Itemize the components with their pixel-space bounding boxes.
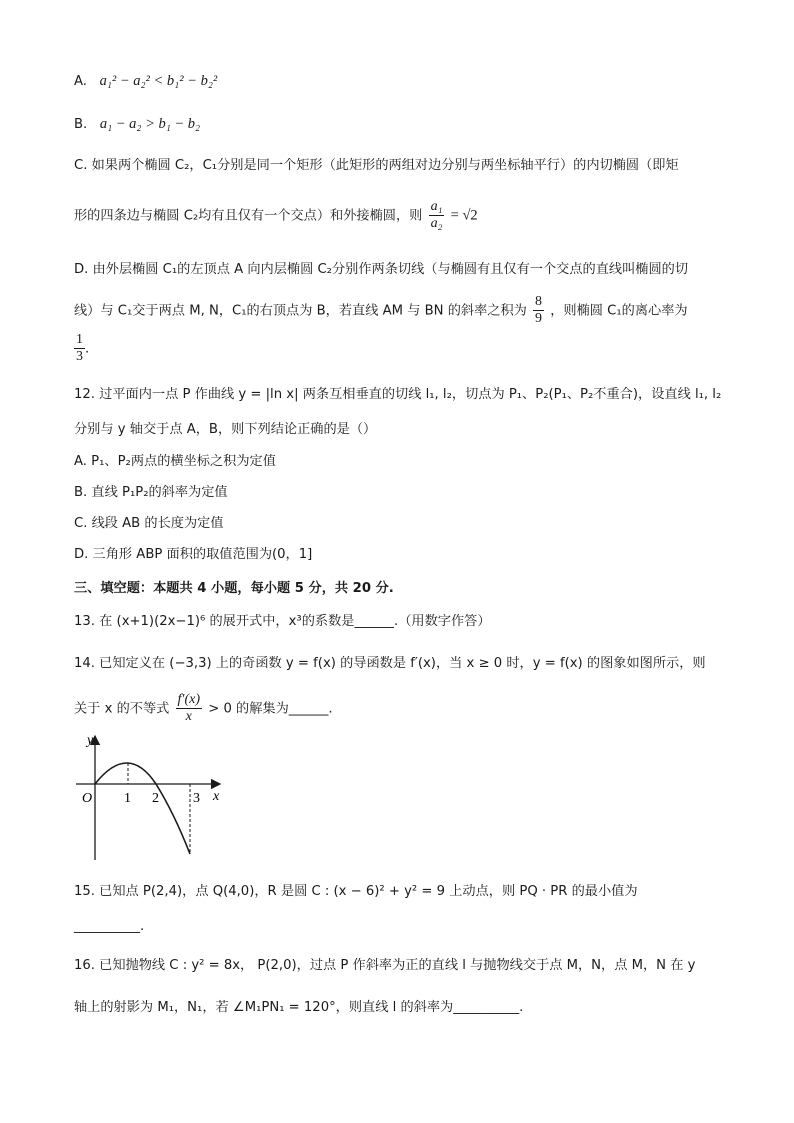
y-axis-label: y: [87, 733, 94, 748]
tick-label-1: 1: [124, 791, 131, 806]
text: 形的四条边与椭圆 C₂均有且仅有一个交点）和外接椭圆，则: [74, 208, 423, 224]
q12-stem-line1: 12. 过平面内一点 P 作曲线 y = |ln x| 两条互相垂直的切线 l₁, l₂，切点为 P₁、P₂(P₁、P₂不重合)，设直线 l₁, l₂: [74, 387, 722, 402]
denominator: x: [185, 709, 192, 724]
q12-stem-line2: 分别与 y 轴交于点 A，B，则下列结论正确的是（）: [74, 422, 377, 437]
tick-label-3: 3: [193, 791, 200, 806]
formula: a₁ − a₂ > b₁ − b₂: [99, 116, 201, 132]
formula: = √2: [450, 207, 478, 224]
fraction: [74, 332, 85, 365]
text: 线）与 C₁交于两点 M, N，C₁的右顶点为 B，若直线 AM 与 BN 的斜率之积为: [74, 303, 527, 319]
option-prefix: B.: [74, 117, 88, 132]
origin-label: O: [82, 791, 93, 806]
numerator: f′(x): [177, 692, 201, 707]
q15-stem-line1: 15. 已知点 P(2,4)，点 Q(4,0)，R 是圆 C : (x − 6)² + y² = 9 上动点，则 PQ · PR 的最小值为: [74, 884, 638, 899]
text: 关于 x 的不等式: [74, 701, 170, 717]
denominator: 3: [76, 349, 83, 364]
text: > 0 的解集为______.: [208, 701, 333, 717]
q14-stem-line1: 14. 已知定义在 (−3,3) 上的奇函数 y = f(x) 的导函数是 f′(x)，当 x ≥ 0 时，y = f(x) 的图象如图所示，则: [74, 656, 706, 671]
tick-label-2: 2: [152, 791, 159, 806]
q16-stem-line2: 轴上的射影为 M₁，N₁，若 ∠M₁PN₁ = 120°，则直线 l 的斜率为__________.: [74, 1000, 524, 1015]
fraction: [176, 692, 203, 725]
q11-option-d-answer: [74, 332, 89, 365]
numerator: 1: [76, 332, 83, 347]
q11-option-d-line2: [74, 294, 688, 327]
function-graph: [70, 728, 240, 863]
numerator: 8: [535, 294, 543, 309]
denominator: a₂: [430, 216, 443, 231]
text: .: [85, 341, 90, 357]
q11-option-c-line2: [74, 199, 478, 232]
denominator: 9: [535, 311, 543, 326]
q11-option-c-line1: C. 如果两个椭圆 C₂，C₁分别是同一个矩形（此矩形的两组对边分别与两坐标轴平行）的内切椭圆（即矩: [74, 158, 679, 173]
q12-option-b: B. 直线 P₁P₂的斜率为定值: [74, 485, 228, 500]
fraction: [533, 294, 544, 327]
q14-stem-line2: [74, 692, 333, 725]
fraction: [429, 199, 445, 232]
q16-stem-line1: 16. 已知抛物线 C : y² = 8x， P(2,0)，过点 P 作斜率为正的直线 l 与抛物线交于点 M，N，点 M，N 在 y: [74, 958, 696, 973]
q12-option-a: A. P₁、P₂两点的横坐标之积为定值: [74, 454, 276, 469]
text: ，则椭圆 C₁的离心率为: [550, 303, 688, 319]
q11-option-b: [74, 115, 200, 134]
x-axis-label: x: [213, 789, 220, 804]
option-prefix: A.: [74, 74, 87, 89]
formula: a₁² − a₂² < b₁² − b₂²: [99, 73, 218, 89]
q11-option-a: [74, 72, 217, 91]
q11-option-d-line1: D. 由外层椭圆 C₁的左顶点 A 向内层椭圆 C₂分别作两条切线（与椭圆有且仅有一个交点的直线叫椭圆的切: [74, 262, 689, 277]
q12-option-c: C. 线段 AB 的长度为定值: [74, 516, 224, 531]
q13-stem: 13. 在 (x+1)(2x−1)⁶ 的展开式中，x³的系数是______.（用数字作答）: [74, 614, 491, 629]
curve: [95, 763, 190, 854]
numerator: a₁: [430, 199, 443, 214]
q12-option-d: D. 三角形 ABP 面积的取值范围为(0，1]: [74, 547, 313, 562]
q15-stem-line2: __________.: [74, 919, 145, 934]
section-title: 三、填空题：本题共 4 小题，每小题 5 分，共 20 分.: [74, 581, 394, 596]
